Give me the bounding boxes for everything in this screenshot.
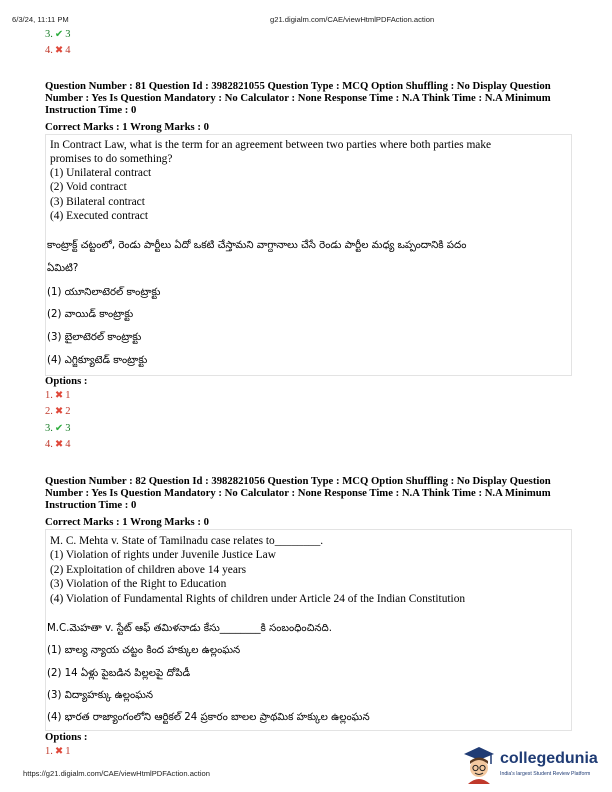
cross-icon: ✖ <box>54 45 64 56</box>
option-te-1: (1) బాల్య న్యాయ చట్టం కింద హక్కుల ఉల్లంఘన <box>47 645 241 656</box>
logo-tagline: India's largest Student Review Platform <box>500 771 591 777</box>
collegedunia-logo <box>462 744 612 788</box>
option-en-4: (4) Violation of Fundamental Rights of children under Article 24 of the Indian Constitution <box>50 593 466 605</box>
option-te-3: (3) బైలాటెరల్ కాంట్రాక్టు <box>47 332 142 343</box>
option-en-4: (4) Executed contract <box>50 210 149 222</box>
option-te-4: (4) ఎగ్జిక్యూటెడ్ కాంట్రాక్టు <box>47 355 148 366</box>
option-line: 3. ✔ 3 <box>45 423 71 434</box>
question-81-box <box>45 134 572 376</box>
options-label: Options : <box>45 731 88 743</box>
print-datetime: 6/3/24, 11:11 PM <box>12 15 69 24</box>
cross-icon: ✖ <box>54 390 64 401</box>
graduate-mascot-icon <box>462 744 496 784</box>
option-line: 1. ✖ 1 <box>45 746 71 757</box>
question-text-te: కాంట్రాక్ట్ చట్టంలో, రెండు పార్టీలు ఏదో ఒకటి చేస్తామని వాగ్దానాలు చేసే రెండు పార్టీల మధ్య ఒప్పందానికి పదం <box>47 240 467 251</box>
question-text-te: ఏమిటి? <box>47 263 79 274</box>
option-en-1: (1) Unilateral contract <box>50 167 152 179</box>
option-en-3: (3) Violation of the Right to Education <box>50 578 227 590</box>
print-footer-url: https://g21.digialm.com/CAE/viewHtmlPDFAction.action <box>23 769 210 778</box>
option-te-2: (2) వాయిడ్ కాంట్రాక్టు <box>47 309 134 320</box>
option-te-2: (2) 14 ఏళ్లు పైబడిన పిల్లలపై దోపిడీ <box>47 668 191 679</box>
check-icon: ✔ <box>54 29 64 40</box>
option-en-3: (3) Bilateral contract <box>50 196 145 208</box>
option-en-2: (2) Exploitation of children above 14 years <box>50 564 247 576</box>
option-te-4: (4) భారత రాజ్యాంగంలోని ఆర్టికల్ 24 ప్రకారం బాలల ప్రాథమిక హక్కుల ఉల్లంఘన <box>47 712 370 723</box>
question-81-meta: Question Number : 81 Question Id : 3982821055 Question Type : MCQ Option Shuffling : No Display Question Number : Yes Is Question Mandatory : No Calculator : None Response Time : N.A Think Time : N.A Minimum Instruction Time : 0 <box>45 80 551 117</box>
check-icon: ✔ <box>54 423 64 434</box>
option-line: 4. ✖ 4 <box>45 439 71 450</box>
option-en-1: (1) Violation of rights under Juvenile Justice Law <box>50 549 276 561</box>
option-en-2: (2) Void contract <box>50 181 127 193</box>
question-text-en: promises to do something? <box>50 153 173 165</box>
question-82-meta: Question Number : 82 Question Id : 3982821056 Question Type : MCQ Option Shuffling : No Display Question Number : Yes Is Question Mandatory : No Calculator : None Response Time : N.A Think Time : N.A Minimum Instruction Time : 0 <box>45 475 551 512</box>
cross-icon: ✖ <box>54 746 64 757</box>
option-line: 1. ✖ 1 <box>45 390 71 401</box>
question-81-marks: Correct Marks : 1 Wrong Marks : 0 <box>45 121 209 133</box>
option-te-1: (1) యూనిలాటెరల్ కాంట్రాక్టు <box>47 287 161 298</box>
option-line: 3. ✔ 3 <box>45 29 71 40</box>
question-82-box <box>45 529 572 731</box>
print-url: g21.digialm.com/CAE/viewHtmlPDFAction.action <box>270 15 435 24</box>
question-text-en: In Contract Law, what is the term for an agreement between two parties where both parties make <box>50 139 492 151</box>
cross-icon: ✖ <box>54 439 64 450</box>
logo-brand-text: collegedunia <box>500 750 598 767</box>
options-label: Options : <box>45 375 88 387</box>
question-82-marks: Correct Marks : 1 Wrong Marks : 0 <box>45 516 209 528</box>
question-text-te: M.C.మెహతా v. స్టేట్ ఆఫ్ తమిళనాడు కేసు________కి సంబంధించినది. <box>47 623 332 634</box>
option-line: 2. ✖ 2 <box>45 406 71 417</box>
option-line: 4. ✖ 4 <box>45 45 71 56</box>
question-text-en: M. C. Mehta v. State of Tamilnadu case relates to________. <box>50 535 324 547</box>
option-te-3: (3) విద్యాహక్కు ఉల్లంఘన <box>47 690 154 701</box>
cross-icon: ✖ <box>54 406 64 417</box>
